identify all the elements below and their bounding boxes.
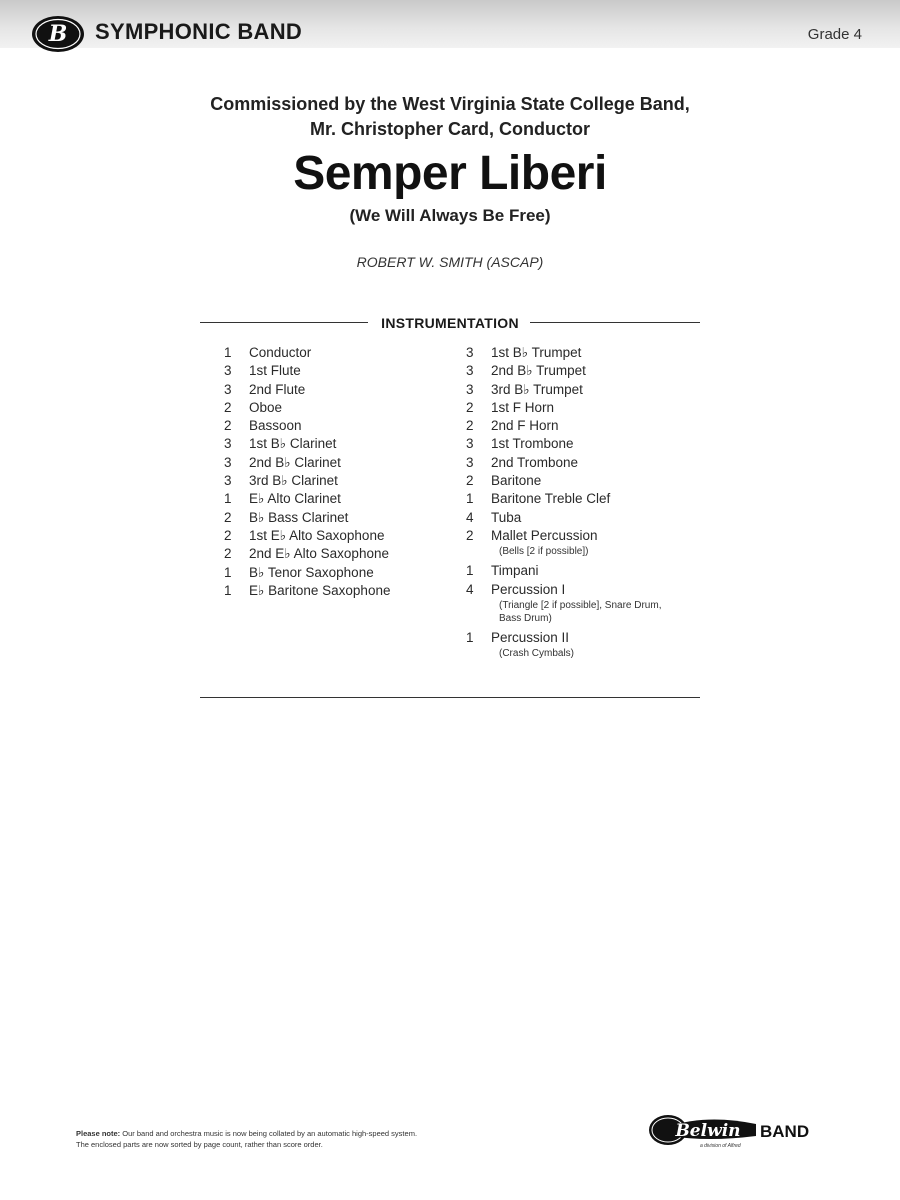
instrument-note: (Crash Cymbals) — [499, 648, 575, 660]
note-label: Please note: — [76, 1129, 121, 1138]
instrument-name: Mallet Percussion — [491, 527, 598, 543]
instrument-name: 1st E♭ Alto Saxophone — [249, 527, 385, 543]
instrument-name: 2nd Trombone — [491, 454, 579, 470]
instrument-name: 1st B♭ Clarinet — [249, 436, 337, 452]
instrument-qty: 3 — [224, 473, 232, 489]
instrument-item — [466, 581, 661, 599]
instrument-name: 1st B♭ Trumpet — [491, 345, 582, 360]
instrument-name: B♭ Tenor Saxophone — [249, 564, 374, 580]
instrument-item — [224, 564, 390, 582]
instrument-name: Percussion I — [491, 581, 566, 597]
instrument-name: B♭ Bass Clarinet — [249, 509, 349, 525]
belwin-b-icon — [30, 14, 86, 54]
instrument-item — [466, 435, 661, 453]
instrument-name: 3rd B♭ Trumpet — [491, 381, 583, 397]
instrument-item — [466, 344, 661, 362]
note-line-1: Our band and orchestra music is now being collated by an automatic high-speed system. — [122, 1129, 418, 1138]
instrument-item — [224, 362, 390, 380]
instrument-qty: 1 — [224, 582, 232, 598]
instrument-qty: 2 — [466, 399, 474, 415]
instrument-name: E♭ Alto Clarinet — [249, 491, 341, 507]
instrument-item — [224, 472, 390, 490]
piece-title: Semper Liberi — [293, 147, 607, 200]
commission-credit — [0, 92, 900, 142]
instrument-qty: 1 — [466, 629, 474, 645]
instrument-note: (Triangle [2 if possible], Snare Drum, — [499, 599, 662, 611]
instrument-name: 2nd F Horn — [491, 418, 559, 434]
instrument-item — [224, 527, 390, 545]
commission-line-2: Mr. Christopher Card, Conductor — [309, 119, 590, 139]
instrument-qty: 2 — [224, 527, 232, 543]
instrument-qty: 2 — [224, 418, 232, 434]
svg-text:B: B — [48, 21, 68, 47]
grade-label: Grade 4 — [807, 26, 862, 43]
instrument-item — [466, 381, 661, 399]
instrument-qty: 2 — [466, 418, 474, 434]
instrument-item — [224, 435, 390, 453]
instrument-name: 3rd B♭ Clarinet — [249, 473, 338, 489]
instrument-item — [466, 454, 661, 472]
publisher-band-label: BAND — [760, 1122, 810, 1141]
instrument-item — [224, 399, 390, 417]
instrument-name: Baritone — [491, 473, 542, 489]
instrument-qty: 1 — [224, 345, 232, 360]
instrument-qty: 3 — [466, 454, 474, 470]
instrumentation-heading: INSTRUMENTATION — [381, 315, 519, 331]
instrument-qty: 2 — [224, 509, 232, 525]
commission-line-1: Commissioned by the West Virginia State College Band, — [210, 94, 690, 114]
instrument-name: 1st Trombone — [491, 436, 574, 452]
instrument-name: E♭ Baritone Saxophone — [249, 582, 391, 598]
instrument-qty: 3 — [466, 363, 474, 379]
instrument-qty: 3 — [466, 381, 474, 397]
instrument-item — [466, 472, 661, 490]
instrument-qty: 4 — [466, 581, 474, 597]
instrument-name: 2nd B♭ Trumpet — [491, 363, 586, 379]
instrument-qty: 4 — [466, 509, 474, 525]
instrument-name: Bassoon — [249, 418, 302, 434]
instrument-item — [224, 417, 390, 435]
instrumentation-bottom-rule — [200, 697, 700, 698]
instrument-item — [224, 381, 390, 399]
instrument-name: 1st F Horn — [491, 399, 555, 415]
instrument-name: Baritone Treble Clef — [491, 491, 611, 507]
instrument-item — [224, 344, 390, 362]
instrument-item — [224, 509, 390, 527]
instrument-item — [466, 562, 661, 580]
publisher-logo — [648, 1110, 838, 1152]
instrument-qty: 2 — [224, 546, 232, 562]
instrument-name: 2nd B♭ Clarinet — [249, 454, 341, 470]
instrument-qty: 3 — [224, 381, 232, 397]
instrument-name: Conductor — [249, 345, 312, 360]
instrument-list-right — [466, 344, 661, 664]
instrument-name: 2nd Flute — [249, 381, 306, 397]
instrument-name: 2nd E♭ Alto Saxophone — [249, 546, 389, 562]
instrument-qty: 2 — [466, 473, 474, 489]
heading-rule-right — [530, 322, 700, 323]
instrument-item — [466, 417, 661, 435]
note-line-2: The enclosed parts are now sorted by page count, rather than score order. — [76, 1140, 323, 1149]
instrument-name: Timpani — [491, 563, 539, 579]
instrument-qty: 3 — [224, 454, 232, 470]
instrument-qty: 2 — [466, 527, 474, 543]
instrument-item — [224, 582, 390, 600]
instrument-qty: 1 — [224, 491, 232, 507]
instrument-item — [466, 629, 661, 647]
instrument-name: Oboe — [249, 399, 283, 415]
instrument-item — [224, 490, 390, 508]
instrument-item — [224, 454, 390, 472]
instrument-qty: 1 — [466, 491, 474, 507]
series-name: SYMPHONIC BAND — [95, 19, 303, 44]
instrument-qty: 2 — [224, 399, 232, 415]
instrument-note: (Bells [2 if possible]) — [499, 546, 589, 558]
instrument-item — [466, 490, 661, 508]
instrument-name: Tuba — [491, 509, 522, 525]
instrument-note: Bass Drum) — [499, 612, 552, 624]
instrument-name: 1st Flute — [249, 363, 301, 379]
instrument-list-left — [224, 344, 390, 600]
piece-subtitle: (We Will Always Be Free) — [349, 206, 551, 225]
collation-note — [76, 1128, 417, 1150]
instrument-name: Percussion II — [491, 629, 570, 645]
instrument-item — [466, 362, 661, 380]
instrument-qty: 3 — [466, 345, 474, 360]
instrument-item — [466, 527, 661, 545]
instrument-qty: 1 — [224, 564, 232, 580]
instrument-item — [466, 509, 661, 527]
instrument-qty: 3 — [224, 363, 232, 379]
instrument-qty: 3 — [224, 436, 232, 452]
instrument-item — [466, 399, 661, 417]
publisher-logo-text: Belwin — [675, 1121, 741, 1141]
instrument-qty: 1 — [466, 563, 474, 579]
instrument-qty: 3 — [466, 436, 474, 452]
publisher-division: a division of Alfred — [700, 1143, 741, 1149]
composer-credit: ROBERT W. SMITH (ASCAP) — [356, 254, 544, 270]
instrument-item — [224, 545, 390, 563]
